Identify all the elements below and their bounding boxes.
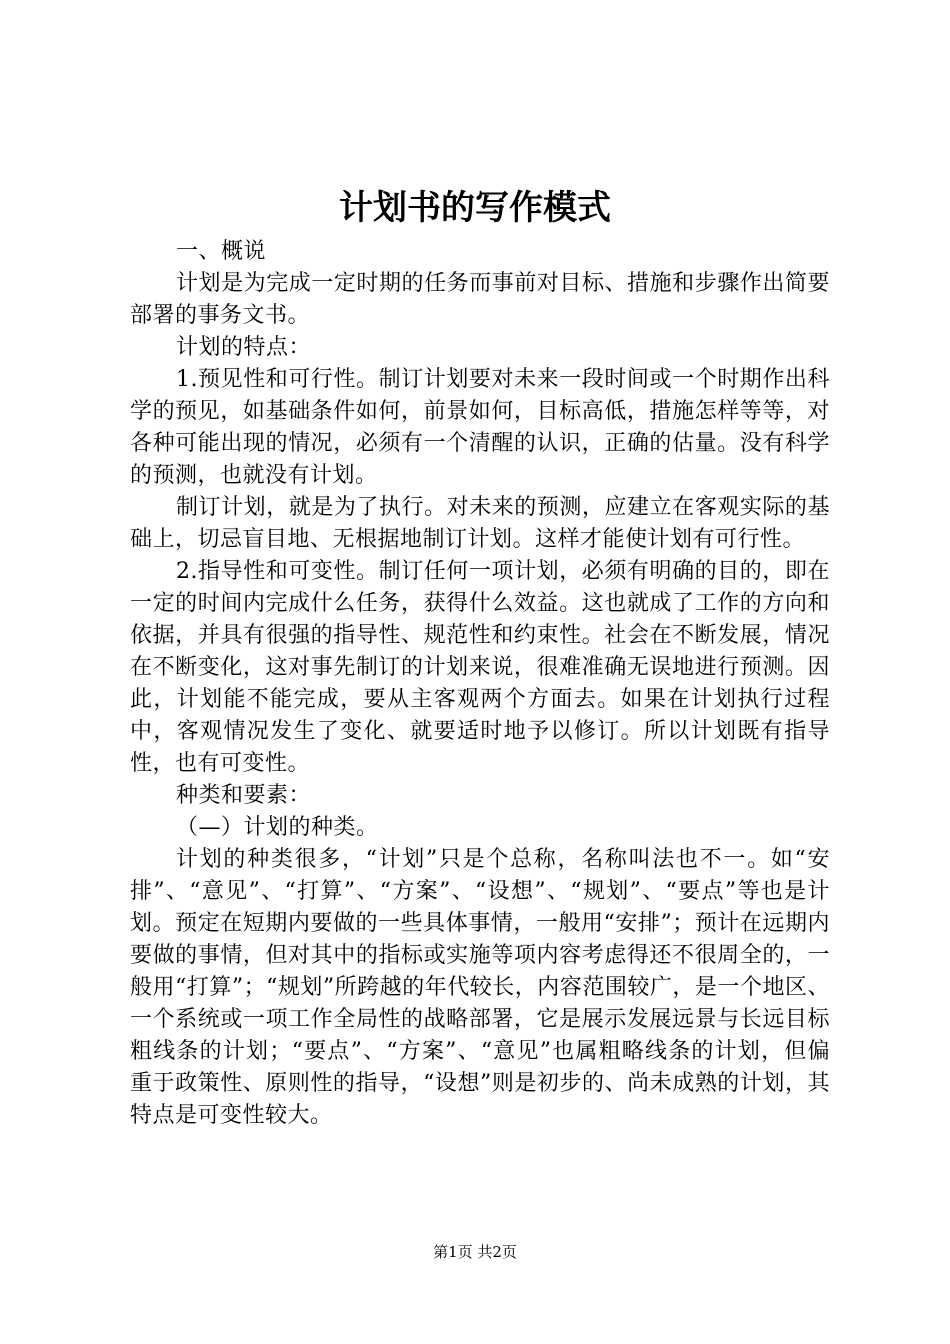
paragraph-types-heading: 种类和要素： [176,783,312,808]
paragraph-features-heading: 计划的特点： [176,335,312,360]
document-body [130,236,830,1132]
paragraph-types-detail: 计划的种类很多，“计划”只是个总称，名称叫法也不一。如“安排”、“意见”、“打算”、“方案”、“设想”、“规划”、“要点”等也是计划。预定在短期内要做的一些具体事情，一般用“安排”；预计在远期内要做的事情，但对其中的指标或实施等项内容考虑得还不很周全的，一般用“打算”；“规划”所跨越的年代较长，内容范围较广，是一个地区、一个系统或一项工作全局性的战略部署，它是展示发展远景与长远目标粗线条的计划；“要点”、“方案”、“意见”也属粗略线条的计划，但偏重于政策性、原则性的指导，“设想”则是初步的、尚未成熟的计划，其特点是可变性较大。 [130,847,830,1128]
document-title: 计划书的写作模式 [339,188,611,228]
paragraph-feature-1: 1.预见性和可行性。制订计划要对未来一段时间或一个时期作出科学的预见，如基础条件如何，前景如何，目标高低，措施怎样等等，对各种可能出现的情况，必须有一个清醒的认识，正确的估量。没有科学的预测，也就没有计划。 [130,367,830,488]
paragraph-execution: 制订计划，就是为了执行。对未来的预测，应建立在客观实际的基础上，切忌盲目地、无根据地制订计划。这样才能使计划有可行性。 [130,495,830,552]
page-footer: 第1页 共2页 [433,1243,517,1261]
paragraph-overview-heading: 一、概说 [176,239,267,264]
paragraph-types-subheading: （—）计划的种类。 [176,815,379,840]
paragraph-definition: 计划是为完成一定时期的任务而事前对目标、措施和步骤作出简要部署的事务文书。 [130,271,830,328]
paragraph-feature-2: 2.指导性和可变性。制订任何一项计划，必须有明确的目的，即在一定的时间内完成什么任务，获得什么效益。这也就成了工作的方向和依据，并具有很强的指导性、规范性和约束性。社会在不断发展，情况在不断变化，这对事先制订的计划来说，很难准确无误地进行预测。因此，计划能不能完成，要从主客观两个方面去。如果在计划执行过程中，客观情况发生了变化、就要适时地予以修订。所以计划既有指导性，也有可变性。 [130,559,830,776]
